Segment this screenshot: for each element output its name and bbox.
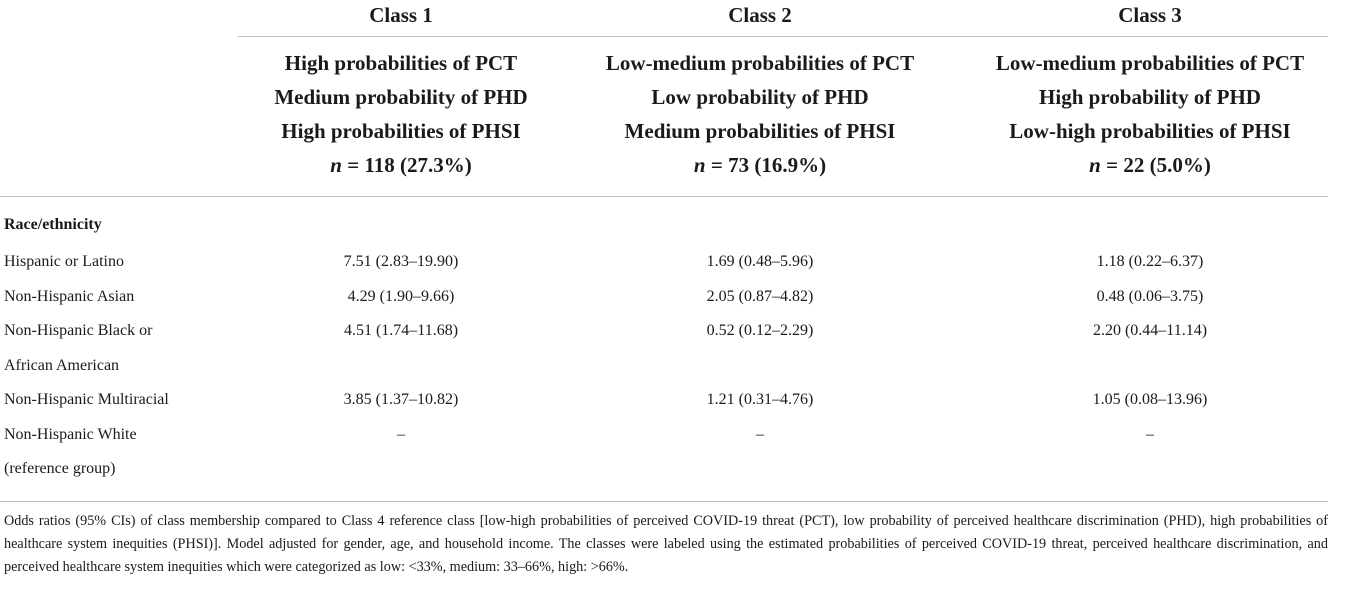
row-label-white-line-2: (reference group) <box>4 460 116 477</box>
table-cell: – <box>756 426 764 443</box>
table-cell: 1.69 (0.48–5.96) <box>706 253 814 270</box>
class-3-line-3: Low-high probabilities of PHSI <box>1009 119 1291 143</box>
class-2-description <box>574 46 946 182</box>
footer-divider <box>0 501 1328 502</box>
table-cell: 0.52 (0.12–2.29) <box>706 322 814 339</box>
row-label-multiracial: Non-Hispanic Multiracial <box>4 391 169 408</box>
class-3-description <box>962 46 1338 182</box>
table-cell: 1.05 (0.08–13.96) <box>1092 391 1208 408</box>
class-2-sample-size: n = 73 (16.9%) <box>693 153 827 177</box>
body-divider <box>0 196 1328 197</box>
table-cell: 2.20 (0.44–11.14) <box>1092 322 1208 339</box>
class-1-line-2: Medium probability of PHD <box>274 85 528 109</box>
class-1-header: Class 1 <box>369 3 433 27</box>
class-1-sample-size: n = 118 (27.3%) <box>330 153 472 177</box>
row-label-black-line-2: African American <box>4 357 120 374</box>
class-3-sample-size: n = 22 (5.0%) <box>1089 153 1211 177</box>
table-cell: 4.29 (1.90–9.66) <box>347 288 455 305</box>
class-2-line-2: Low probability of PHD <box>651 85 869 109</box>
table-footnote: Odds ratios (95% CIs) of class membership compared to Class 4 reference class [low-high probabilities of perceived COVID-19 threat (PCT), low probability of perceived healthcare discrimination (PHD), high probabilities of healthcare system inequities (PHSI)]. Model adjusted for gender, age, and household income. The classes were labeled using the estimated probabilities of perceived COVID-19 threat, perceived healthcare discrimination, and perceived healthcare system inequities which were categorized as low: <33%, medium: 33–66%, high: >66%. <box>4 513 1328 575</box>
table-cell: 0.48 (0.06–3.75) <box>1096 288 1204 305</box>
table-cell: 7.51 (2.83–19.90) <box>343 253 459 270</box>
table-cell: 1.18 (0.22–6.37) <box>1096 253 1204 270</box>
table-cell: – <box>1146 426 1154 443</box>
class-1-line-3: High probabilities of PHSI <box>281 119 521 143</box>
row-label-black-line-1: Non-Hispanic Black or <box>4 322 153 339</box>
table-cell: 3.85 (1.37–10.82) <box>343 391 459 408</box>
row-label-white-line-1: Non-Hispanic White <box>4 426 137 443</box>
class-3-line-1: Low-medium probabilities of PCT <box>995 51 1305 75</box>
header-divider <box>238 36 1328 37</box>
class-2-line-1: Low-medium probabilities of PCT <box>605 51 915 75</box>
row-label-hispanic: Hispanic or Latino <box>4 253 124 270</box>
table-cell: 1.21 (0.31–4.76) <box>706 391 814 408</box>
class-3-header: Class 3 <box>1118 3 1182 27</box>
table-cell: 2.05 (0.87–4.82) <box>706 288 814 305</box>
class-3-line-2: High probability of PHD <box>1039 85 1261 109</box>
section-title: Race/ethnicity <box>4 216 102 233</box>
class-1-line-1: High probabilities of PCT <box>284 51 518 75</box>
row-label-asian: Non-Hispanic Asian <box>4 288 135 305</box>
table-cell: – <box>397 426 405 443</box>
class-2-header: Class 2 <box>728 3 792 27</box>
class-2-line-3: Medium probabilities of PHSI <box>624 119 896 143</box>
class-1-description <box>238 46 564 182</box>
table-cell: 4.51 (1.74–11.68) <box>343 322 459 339</box>
